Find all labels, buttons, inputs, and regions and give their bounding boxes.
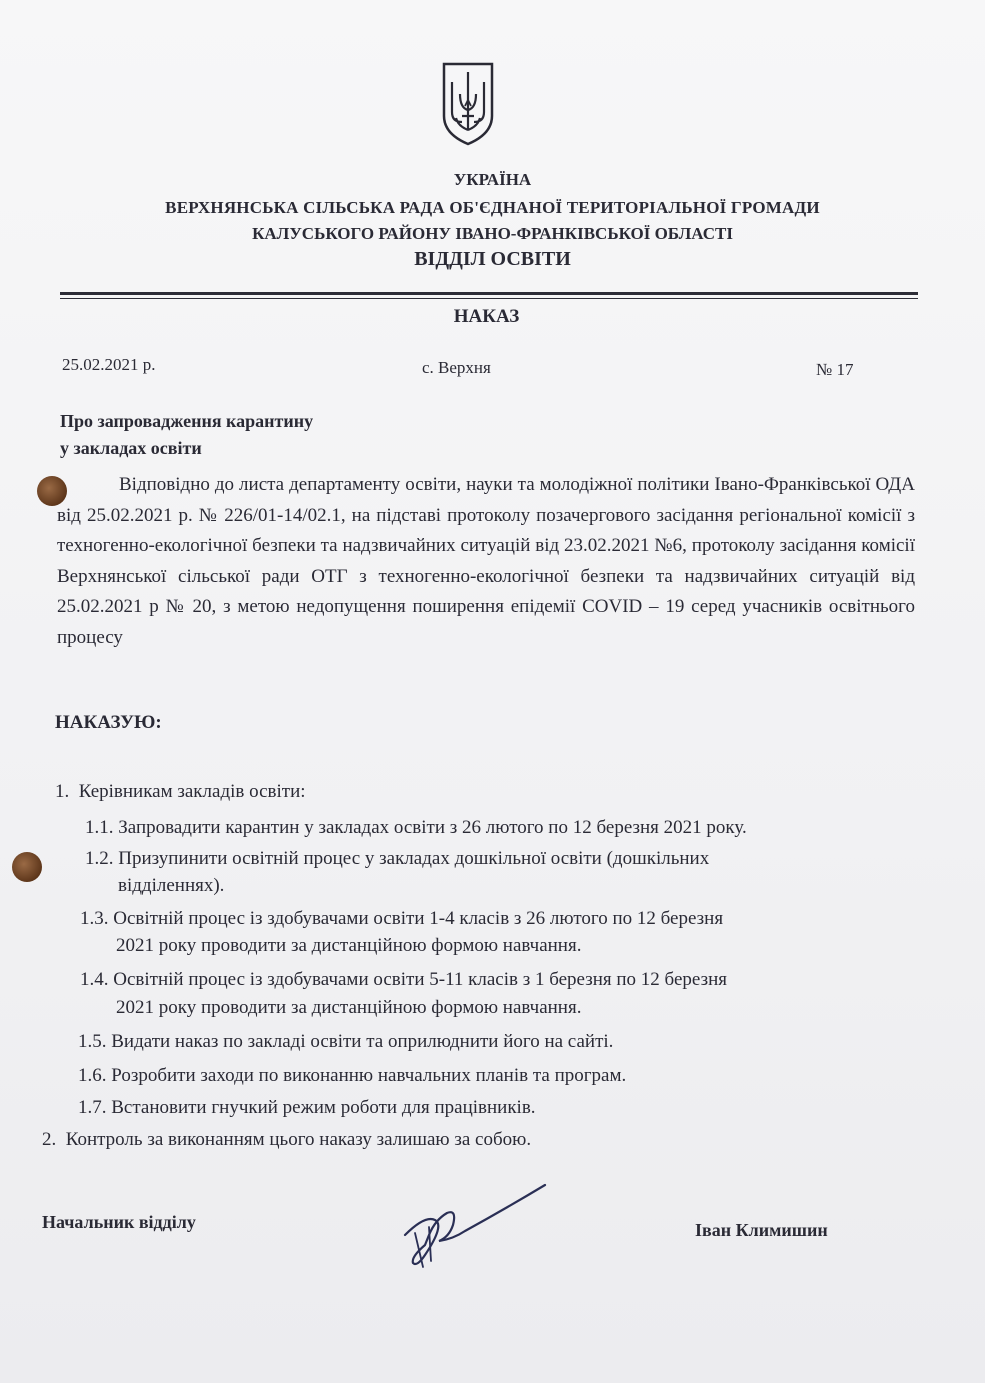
item-continuation: відділеннях). [118, 875, 225, 896]
item-number: 1.1. [85, 817, 114, 838]
subject-line: Про запровадження карантину [60, 411, 314, 431]
trident-emblem-icon [440, 60, 496, 146]
list-item [78, 1094, 536, 1122]
item-text: Освітній процес із здобувачами освіти 5-11 класів з 1 березня по 12 березня [113, 969, 727, 990]
item-number: 1.6. [78, 1065, 107, 1086]
header-divider-thin [60, 298, 918, 299]
item-number: 1. [55, 781, 70, 802]
list-item [78, 1028, 613, 1056]
list-item [78, 1062, 626, 1090]
item-number: 1.4. [80, 969, 109, 990]
list-item [85, 845, 709, 873]
item-text: Керівникам закладів освіти: [78, 781, 306, 802]
item-text: Видати наказ по закладі освіти та оприлюднити його на сайті. [111, 1031, 614, 1052]
header-council: ВЕРХНЯНСЬКА СІЛЬСЬКА РАДА ОБ'ЄДНАНОЇ ТЕРИТОРІАЛЬНОЇ ГРОМАДИ [165, 198, 820, 217]
item-text: Призупинити освітній процес у закладах дошкільної освіти (дошкільних [118, 848, 710, 869]
item-number: 1.5. [78, 1031, 107, 1052]
doc-title: НАКАЗ [453, 306, 520, 327]
item-text: Розробити заходи по виконанню навчальних планів та програм. [111, 1065, 627, 1086]
punch-hole [12, 852, 42, 882]
list-item [42, 1126, 531, 1154]
signatory-name: Іван Климишин [695, 1220, 828, 1240]
item-number: 1.3. [80, 908, 109, 929]
item-text: Запровадити карантин у закладах освіти з 26 лютого по 12 березня 2021 року. [118, 817, 747, 838]
item-text: Контроль за виконанням цього наказу залишаю за собою. [65, 1129, 532, 1150]
doc-number: № 17 [816, 360, 854, 379]
header-department: ВІДДІЛ ОСВІТИ [414, 248, 571, 270]
preamble-paragraph: Відповідно до листа департаменту освіти, науки та молодіжної політики Івано-Франківської ОДА від 25.02.2021 р. № 226/01-14/02.1, на підставі протоколу позачергового засідання регіональної комісії з техногенно-екологічної безпеки та надзвичайних ситуацій від 23.02.2021 №6, протоколу засідання комісії Верхнянської сільської ради ОТГ з техногенно-екологічної безпеки та надзвичайних ситуацій від 25.02.2021 р № 20, з метою недопущення поширення епідемії COVID – 19 серед учасників освітнього процесу [57, 474, 915, 648]
list-item [55, 778, 306, 806]
item-continuation: 2021 року проводити за дистанційною формою навчання. [116, 935, 582, 956]
subject-line: у закладах освіти [60, 438, 202, 458]
item-continuation: 2021 року проводити за дистанційною формою навчання. [116, 997, 582, 1018]
item-text: Встановити гнучкий режим роботи для працівників. [111, 1097, 536, 1118]
item-number: 1.7. [78, 1097, 107, 1118]
item-number: 1.2. [85, 848, 114, 869]
header-district: КАЛУСЬКОГО РАЙОНУ ІВАНО-ФРАНКІВСЬКОЇ ОБЛАСТІ [252, 224, 733, 243]
item-text: Освітній процес із здобувачами освіти 1-4 класів з 26 лютого по 12 березня [113, 908, 724, 929]
order-label: НАКАЗУЮ: [55, 712, 162, 733]
doc-place: с. Верхня [422, 358, 491, 377]
list-item [80, 966, 727, 994]
doc-date: 25.02.2021 р. [62, 355, 156, 374]
signatory-position: Начальник відділу [42, 1212, 196, 1232]
item-number: 2. [42, 1129, 57, 1150]
header-country: УКРАЇНА [453, 170, 532, 189]
header-divider [60, 292, 918, 295]
handwritten-signature-icon [395, 1175, 555, 1275]
doc-subject [60, 408, 313, 462]
list-item [80, 905, 723, 933]
list-item [85, 814, 747, 842]
